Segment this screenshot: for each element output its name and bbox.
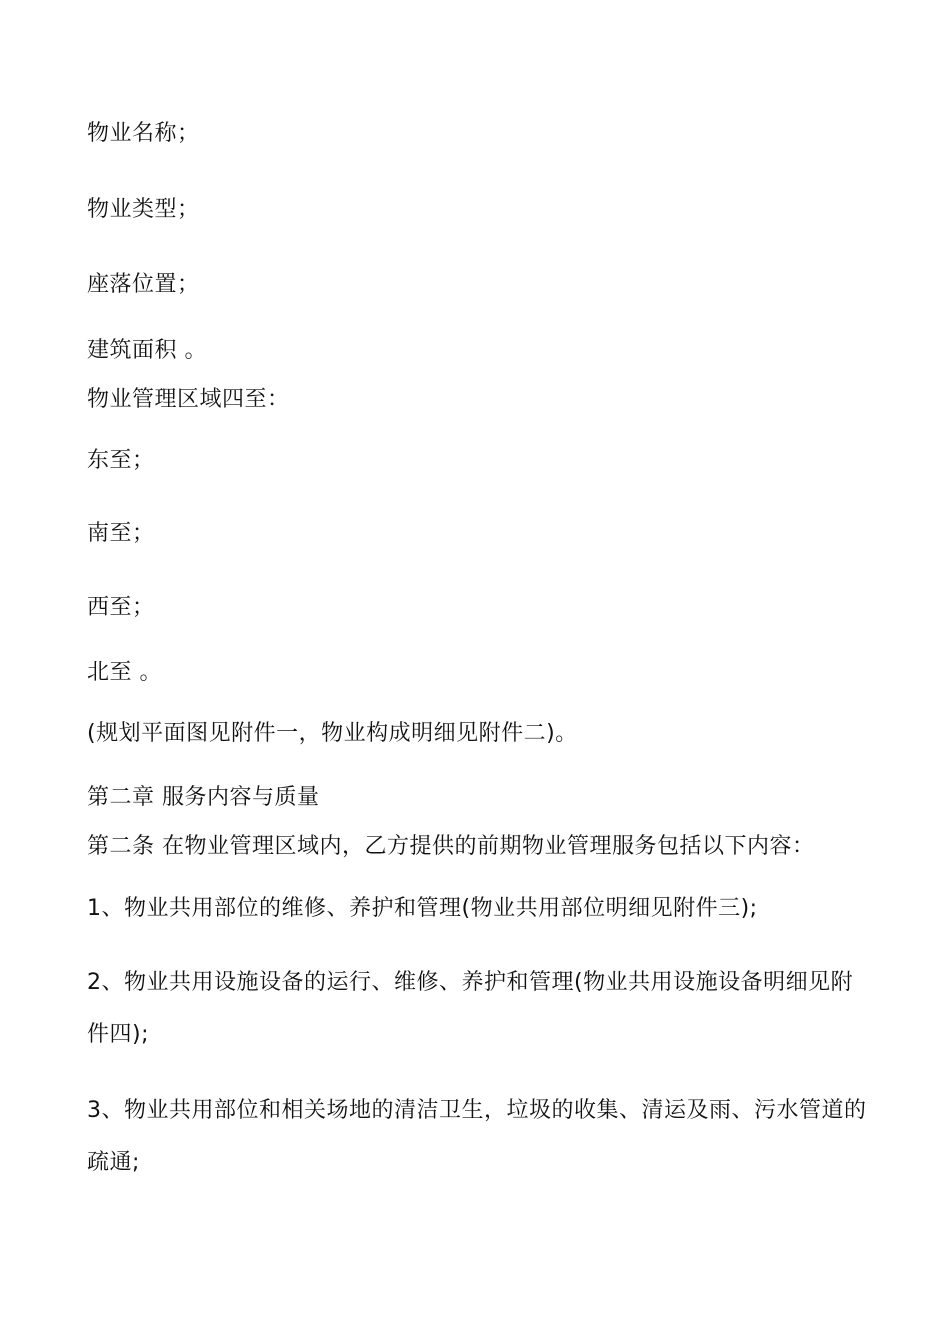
article-two-line: 第二条 在物业管理区域内，乙方提供的前期物业管理服务包括以下内容： xyxy=(87,834,815,859)
south-boundary-line: 南至； xyxy=(87,521,155,546)
list-item-2: 2、物业共用设施设备的运行、维修、养护和管理(物业共用设施设备明细见附件四); xyxy=(87,970,854,1047)
location-line: 座落位置； xyxy=(87,272,200,297)
building-area-line: 建筑面积 。 xyxy=(87,338,207,363)
list-item-1: 1、物业共用部位的维修、养护和管理(物业共用部位明细见附件三); xyxy=(87,896,758,921)
boundaries-heading: 物业管理区域四至： xyxy=(87,387,290,412)
north-boundary-line: 北至 。 xyxy=(87,660,162,685)
east-boundary-line: 东至； xyxy=(87,448,155,473)
attachments-note: (规划平面图见附件一，物业构成明细见附件二)。 xyxy=(87,721,578,746)
list-item-3: 3、物业共用部位和相关场地的清洁卫生，垃圾的收集、清运及雨、污水管道的疏通; xyxy=(87,1098,867,1175)
chapter-two-heading: 第二章 服务内容与质量 xyxy=(87,785,320,810)
property-type-line: 物业类型； xyxy=(87,197,200,222)
property-name-line: 物业名称； xyxy=(87,121,200,146)
west-boundary-line: 西至； xyxy=(87,595,155,620)
